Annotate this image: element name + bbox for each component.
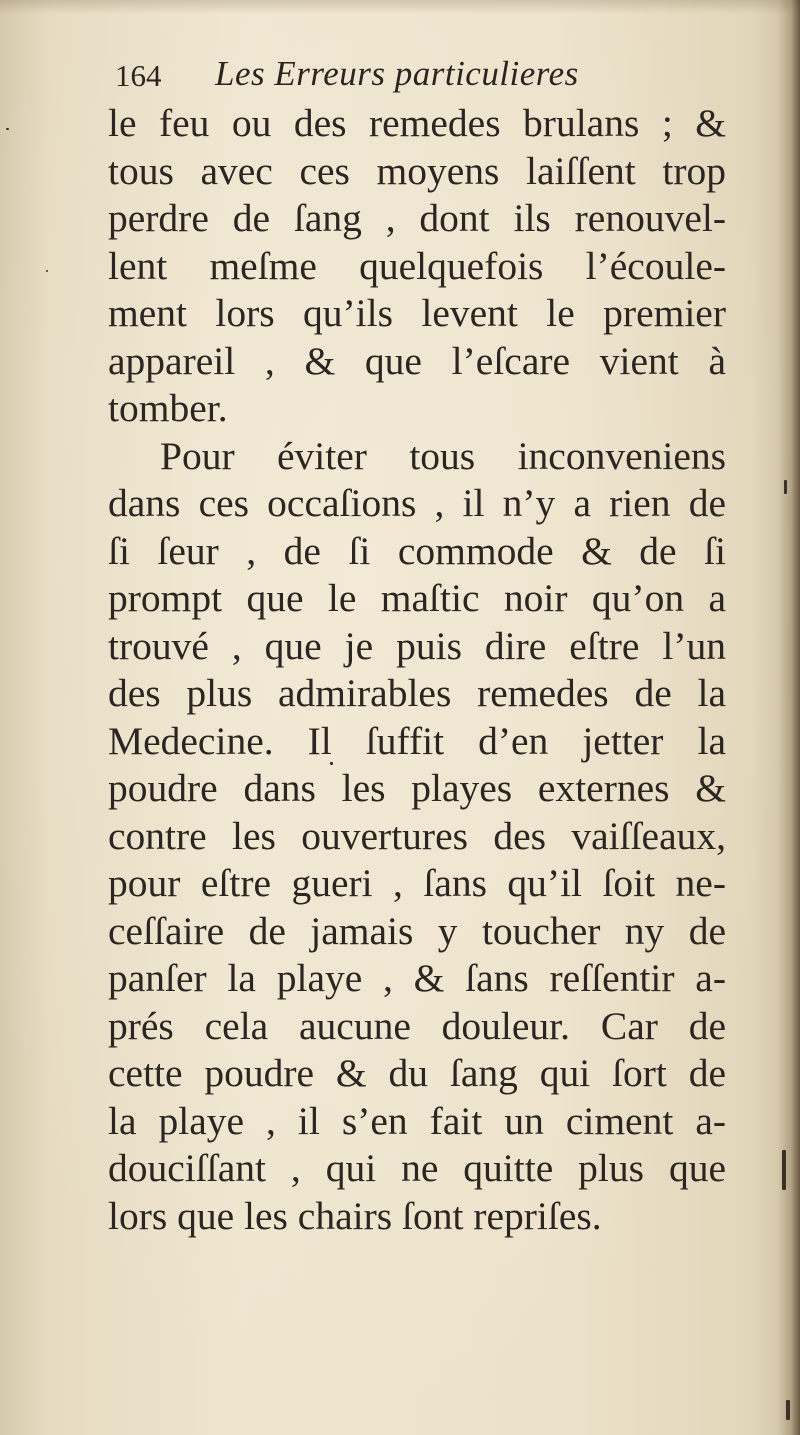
- text-line: ment lors qu’ils levent le premier: [108, 291, 726, 335]
- paper-speck: [330, 762, 333, 765]
- paper-speck: [784, 480, 787, 494]
- running-title: Les Erreurs particulieres: [215, 54, 579, 93]
- paragraph-start-line: Pour éviter tous inconveniens: [160, 433, 726, 478]
- text-line: tomber.: [108, 386, 228, 430]
- text-line: trouvé , que je puis dire eſtre l’un: [108, 623, 726, 668]
- page-gutter-shadow: [778, 0, 800, 1435]
- body-text: [108, 100, 726, 1240]
- text-line: prés cela aucune douleur. Car de: [108, 1003, 726, 1048]
- paper-speck: [786, 1400, 790, 1420]
- text-line: Medecine. Il ſuffit d’en jetter la: [108, 718, 726, 763]
- text-line: ſi ſeur , de ſi commode & de ſi: [108, 528, 726, 573]
- page-top-edge: [0, 0, 800, 14]
- paper-speck: [782, 1150, 786, 1190]
- text-line: poudre dans les playes externes &: [108, 766, 726, 810]
- text-line: pour eſtre gueri , ſans qu’il ſoit ne-: [108, 861, 726, 905]
- text-line: lent meſme quelquefois l’écoule-: [108, 243, 726, 288]
- running-header: [115, 52, 725, 102]
- text-line: ceſſaire de jamais y toucher ny de: [108, 908, 726, 953]
- text-line: prompt que le maſtic noir qu’on a: [108, 576, 726, 620]
- page-number: 164: [115, 58, 162, 93]
- text-line: dans ces occaſions , il n’y a rien de: [108, 481, 726, 525]
- text-line: perdre de ſang , dont ils renouvel-: [108, 196, 726, 240]
- text-line: panſer la playe , & ſans reſſentir a-: [108, 956, 726, 1000]
- text-line: la playe , il s’en fait un ciment a-: [108, 1098, 726, 1143]
- text-line: des plus admirables remedes de la: [108, 671, 726, 715]
- text-line: contre les ouvertures des vaiſſeaux,: [108, 813, 726, 858]
- text-line: appareil , & que l’eſcare vient à: [108, 338, 726, 383]
- paper-speck: [46, 270, 48, 272]
- text-line: tous avec ces moyens laiſſent trop: [108, 148, 726, 193]
- text-line: douciſſant , qui ne quitte plus que: [108, 1146, 726, 1190]
- text-line: cette poudre & du ſang qui ſort de: [108, 1051, 726, 1095]
- text-line: le feu ou des remedes brulans ; &: [108, 101, 726, 145]
- paper-speck: [6, 128, 9, 130]
- text-line: lors que les chairs ſont repriſes.: [108, 1193, 602, 1238]
